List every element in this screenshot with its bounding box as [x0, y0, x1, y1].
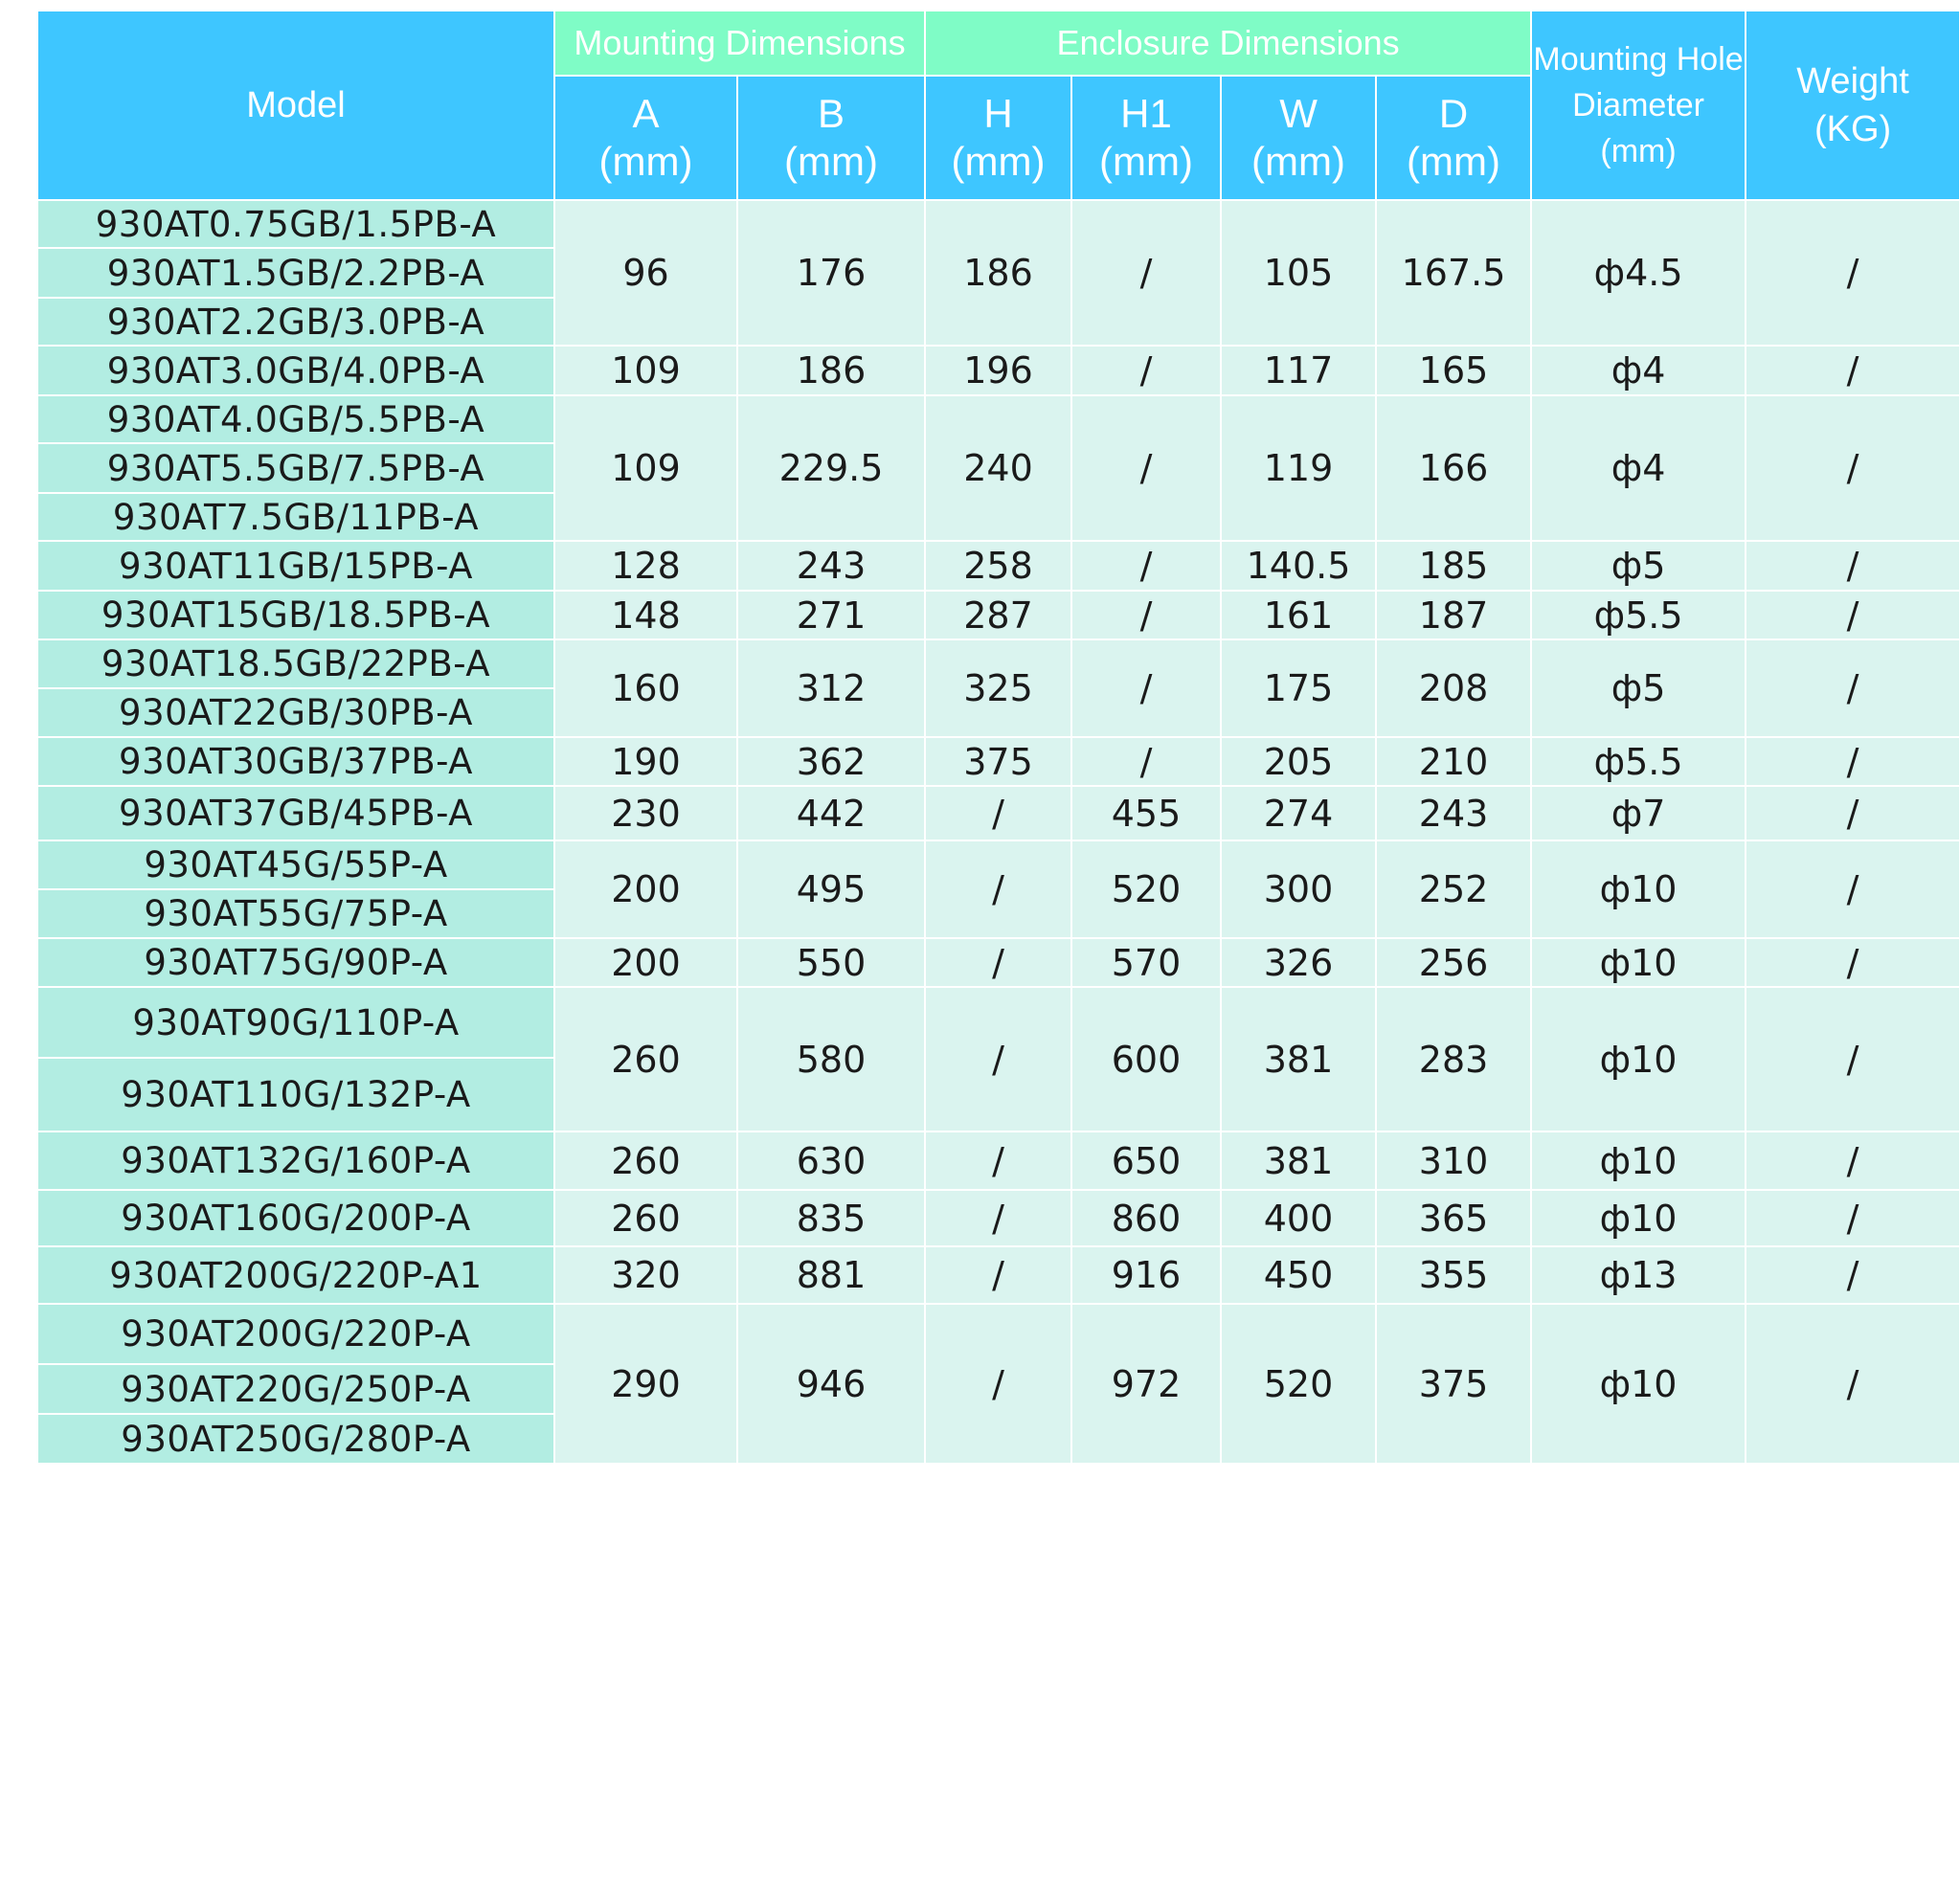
h-cell: / — [925, 1304, 1071, 1464]
w-cell: 119 — [1221, 395, 1376, 541]
model-cell: 930AT132G/160P-A — [37, 1131, 554, 1190]
h1-cell: 570 — [1071, 938, 1221, 987]
b-cell: 312 — [737, 639, 925, 737]
h-cell: 240 — [925, 395, 1071, 541]
h1-cell: / — [1071, 591, 1221, 639]
h-cell: 196 — [925, 346, 1071, 395]
header-col-a — [554, 76, 737, 200]
h-cell: 375 — [925, 737, 1071, 786]
w-cell: 326 — [1221, 938, 1376, 987]
hole-diameter-cell: ф7 — [1531, 786, 1746, 840]
header-col-label: W — [1279, 91, 1318, 136]
header-col-d — [1376, 76, 1531, 200]
header-weight — [1746, 11, 1960, 200]
table-row — [37, 591, 1960, 639]
weight-cell: / — [1746, 938, 1960, 987]
weight-cell: / — [1746, 987, 1960, 1131]
hole-diameter-cell: ф4.5 — [1531, 200, 1746, 346]
w-cell: 381 — [1221, 987, 1376, 1131]
header-col-w — [1221, 76, 1376, 200]
weight-cell: / — [1746, 1304, 1960, 1464]
header-mounting-hole-line2: Diameter (mm) — [1572, 87, 1705, 169]
weight-cell: / — [1746, 737, 1960, 786]
header-col-label: H1 — [1120, 91, 1172, 136]
model-cell: 930AT5.5GB/7.5PB-A — [37, 443, 554, 493]
d-cell: 310 — [1376, 1131, 1531, 1190]
model-cell: 930AT200G/220P-A1 — [37, 1246, 554, 1304]
a-cell: 109 — [554, 395, 737, 541]
h1-cell: 916 — [1071, 1246, 1221, 1304]
weight-cell: / — [1746, 840, 1960, 938]
weight-cell: / — [1746, 591, 1960, 639]
model-cell: 930AT0.75GB/1.5PB-A — [37, 200, 554, 248]
h-cell: / — [925, 1246, 1071, 1304]
table-row — [37, 1190, 1960, 1246]
hole-diameter-cell: ф5.5 — [1531, 737, 1746, 786]
h1-cell: / — [1071, 541, 1221, 591]
b-cell: 229.5 — [737, 395, 925, 541]
a-cell: 260 — [554, 1131, 737, 1190]
header-col-label: A — [632, 91, 660, 136]
b-cell: 550 — [737, 938, 925, 987]
model-cell: 930AT37GB/45PB-A — [37, 786, 554, 840]
table-header — [37, 11, 1960, 200]
h1-cell: 455 — [1071, 786, 1221, 840]
model-cell: 930AT3.0GB/4.0PB-A — [37, 346, 554, 395]
weight-cell: / — [1746, 200, 1960, 346]
header-col-label: H — [983, 91, 1013, 136]
w-cell: 105 — [1221, 200, 1376, 346]
header-mounting-dimensions: Mounting Dimensions — [554, 11, 925, 76]
header-col-label: D — [1438, 91, 1469, 136]
model-cell: 930AT200G/220P-A — [37, 1304, 554, 1364]
h-cell: / — [925, 987, 1071, 1131]
h1-cell: 860 — [1071, 1190, 1221, 1246]
b-cell: 881 — [737, 1246, 925, 1304]
w-cell: 381 — [1221, 1131, 1376, 1190]
d-cell: 187 — [1376, 591, 1531, 639]
header-weight-line1: Weight — [1796, 61, 1909, 101]
hole-diameter-cell: ф10 — [1531, 1131, 1746, 1190]
b-cell: 946 — [737, 1304, 925, 1464]
h1-cell: / — [1071, 200, 1221, 346]
weight-cell: / — [1746, 346, 1960, 395]
d-cell: 283 — [1376, 987, 1531, 1131]
h-cell: / — [925, 1190, 1071, 1246]
model-cell: 930AT110G/132P-A — [37, 1058, 554, 1131]
a-cell: 109 — [554, 346, 737, 395]
table-row — [37, 346, 1960, 395]
table-row — [37, 840, 1960, 889]
model-cell: 930AT250G/280P-A — [37, 1414, 554, 1464]
weight-cell: / — [1746, 1131, 1960, 1190]
hole-diameter-cell: ф10 — [1531, 987, 1746, 1131]
a-cell: 230 — [554, 786, 737, 840]
table-row — [37, 1246, 1960, 1304]
w-cell: 161 — [1221, 591, 1376, 639]
table-row — [37, 786, 1960, 840]
hole-diameter-cell: ф4 — [1531, 346, 1746, 395]
h1-cell: / — [1071, 737, 1221, 786]
h-cell: 186 — [925, 200, 1071, 346]
b-cell: 442 — [737, 786, 925, 840]
header-col-unit: (mm) — [598, 139, 693, 184]
model-cell: 930AT2.2GB/3.0PB-A — [37, 298, 554, 346]
weight-cell: / — [1746, 639, 1960, 737]
d-cell: 210 — [1376, 737, 1531, 786]
hole-diameter-cell: ф10 — [1531, 1190, 1746, 1246]
a-cell: 96 — [554, 200, 737, 346]
header-col-unit: (mm) — [1407, 139, 1500, 184]
header-enclosure-dimensions: Enclosure Dimensions — [925, 11, 1531, 76]
model-cell: 930AT160G/200P-A — [37, 1190, 554, 1246]
header-col-label: B — [818, 91, 845, 136]
model-cell: 930AT22GB/30PB-A — [37, 688, 554, 737]
table-row — [37, 639, 1960, 688]
hole-diameter-cell: ф10 — [1531, 1304, 1746, 1464]
a-cell: 200 — [554, 840, 737, 938]
header-col-unit: (mm) — [1251, 139, 1345, 184]
d-cell: 252 — [1376, 840, 1531, 938]
w-cell: 520 — [1221, 1304, 1376, 1464]
b-cell: 835 — [737, 1190, 925, 1246]
model-cell: 930AT30GB/37PB-A — [37, 737, 554, 786]
model-cell: 930AT55G/75P-A — [37, 889, 554, 938]
w-cell: 300 — [1221, 840, 1376, 938]
b-cell: 243 — [737, 541, 925, 591]
h-cell: 258 — [925, 541, 1071, 591]
table-row — [37, 1131, 1960, 1190]
model-cell: 930AT4.0GB/5.5PB-A — [37, 395, 554, 443]
b-cell: 580 — [737, 987, 925, 1131]
b-cell: 630 — [737, 1131, 925, 1190]
h1-cell: 600 — [1071, 987, 1221, 1131]
h1-cell: / — [1071, 395, 1221, 541]
weight-cell: / — [1746, 786, 1960, 840]
weight-cell: / — [1746, 541, 1960, 591]
h-cell: / — [925, 1131, 1071, 1190]
hole-diameter-cell: ф4 — [1531, 395, 1746, 541]
a-cell: 320 — [554, 1246, 737, 1304]
d-cell: 185 — [1376, 541, 1531, 591]
model-cell: 930AT75G/90P-A — [37, 938, 554, 987]
model-cell: 930AT220G/250P-A — [37, 1364, 554, 1414]
header-col-unit: (mm) — [951, 139, 1046, 184]
model-cell: 930AT18.5GB/22PB-A — [37, 639, 554, 688]
table-row — [37, 938, 1960, 987]
h-cell: 325 — [925, 639, 1071, 737]
table-row — [37, 541, 1960, 591]
w-cell: 117 — [1221, 346, 1376, 395]
a-cell: 260 — [554, 987, 737, 1131]
header-mounting-hole — [1531, 11, 1746, 200]
a-cell: 290 — [554, 1304, 737, 1464]
dimensions-table — [36, 10, 1960, 1465]
table-row — [37, 987, 1960, 1058]
hole-diameter-cell: ф13 — [1531, 1246, 1746, 1304]
w-cell: 400 — [1221, 1190, 1376, 1246]
header-col-unit: (mm) — [784, 139, 878, 184]
weight-cell: / — [1746, 395, 1960, 541]
a-cell: 200 — [554, 938, 737, 987]
hole-diameter-cell: ф5.5 — [1531, 591, 1746, 639]
header-col-h — [925, 76, 1071, 200]
model-cell: 930AT45G/55P-A — [37, 840, 554, 889]
header-col-b — [737, 76, 925, 200]
a-cell: 160 — [554, 639, 737, 737]
model-cell: 930AT90G/110P-A — [37, 987, 554, 1058]
h1-cell: 650 — [1071, 1131, 1221, 1190]
hole-diameter-cell: ф10 — [1531, 840, 1746, 938]
table-body — [37, 200, 1960, 1464]
a-cell: 128 — [554, 541, 737, 591]
a-cell: 190 — [554, 737, 737, 786]
header-col-unit: (mm) — [1099, 139, 1193, 184]
d-cell: 365 — [1376, 1190, 1531, 1246]
header-col-h1 — [1071, 76, 1221, 200]
a-cell: 148 — [554, 591, 737, 639]
model-cell: 930AT11GB/15PB-A — [37, 541, 554, 591]
w-cell: 140.5 — [1221, 541, 1376, 591]
header-model: Model — [37, 11, 554, 200]
b-cell: 176 — [737, 200, 925, 346]
weight-cell: / — [1746, 1246, 1960, 1304]
h1-cell: 972 — [1071, 1304, 1221, 1464]
d-cell: 243 — [1376, 786, 1531, 840]
w-cell: 450 — [1221, 1246, 1376, 1304]
h-cell: 287 — [925, 591, 1071, 639]
d-cell: 208 — [1376, 639, 1531, 737]
header-mounting-hole-line1: Mounting Hole — [1533, 41, 1744, 78]
w-cell: 175 — [1221, 639, 1376, 737]
a-cell: 260 — [554, 1190, 737, 1246]
hole-diameter-cell: ф5 — [1531, 541, 1746, 591]
b-cell: 495 — [737, 840, 925, 938]
table-row — [37, 200, 1960, 248]
h-cell: / — [925, 786, 1071, 840]
header-weight-line2: (KG) — [1814, 109, 1892, 149]
table-row — [37, 737, 1960, 786]
h-cell: / — [925, 938, 1071, 987]
model-cell: 930AT1.5GB/2.2PB-A — [37, 248, 554, 298]
h-cell: / — [925, 840, 1071, 938]
d-cell: 167.5 — [1376, 200, 1531, 346]
model-cell: 930AT15GB/18.5PB-A — [37, 591, 554, 639]
w-cell: 205 — [1221, 737, 1376, 786]
h1-cell: 520 — [1071, 840, 1221, 938]
table-row — [37, 395, 1960, 443]
d-cell: 375 — [1376, 1304, 1531, 1464]
d-cell: 165 — [1376, 346, 1531, 395]
b-cell: 271 — [737, 591, 925, 639]
hole-diameter-cell: ф5 — [1531, 639, 1746, 737]
d-cell: 256 — [1376, 938, 1531, 987]
d-cell: 355 — [1376, 1246, 1531, 1304]
weight-cell: / — [1746, 1190, 1960, 1246]
h1-cell: / — [1071, 639, 1221, 737]
b-cell: 362 — [737, 737, 925, 786]
hole-diameter-cell: ф10 — [1531, 938, 1746, 987]
model-cell: 930AT7.5GB/11PB-A — [37, 493, 554, 541]
d-cell: 166 — [1376, 395, 1531, 541]
table-row — [37, 1304, 1960, 1364]
h1-cell: / — [1071, 346, 1221, 395]
w-cell: 274 — [1221, 786, 1376, 840]
b-cell: 186 — [737, 346, 925, 395]
